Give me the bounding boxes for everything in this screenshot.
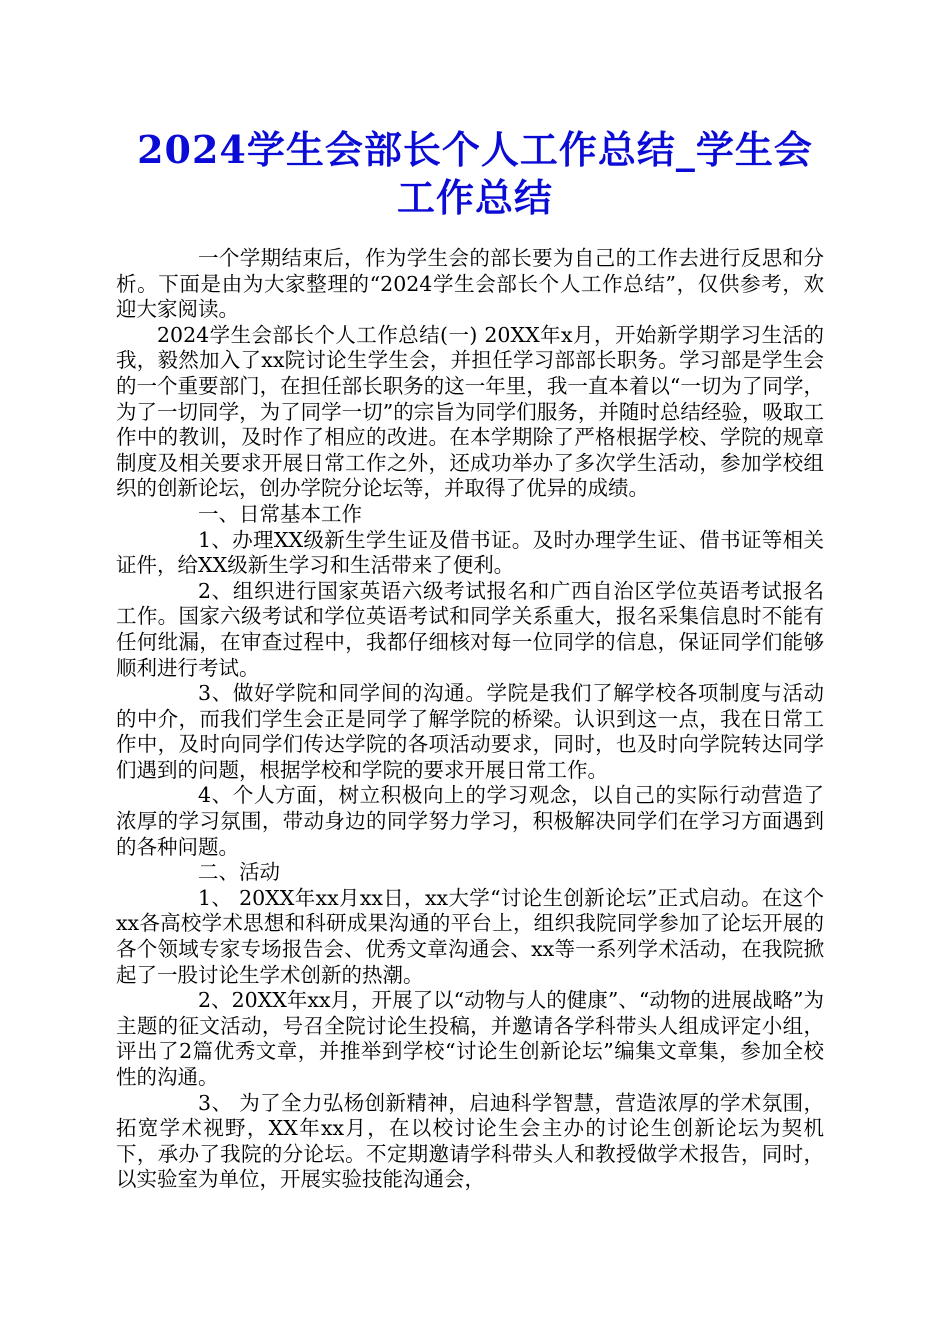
body-paragraph: 2、20XX年xx月，开展了以“动物与人的健康”、“动物的进展战略”为主题的征文活动，号召全院讨论生投稿，并邀请各学科带头人组成评定小组，评出了2篇优秀文章，并推举到学校“讨论生创新论坛”编集文章集，参加全校性的沟通。	[116, 988, 824, 1089]
section-heading: 二、活动	[198, 860, 280, 885]
body-paragraph: 2024学生会部长个人工作总结(一) 20XX年x月，开始新学期学习生活的我，毅然加入了xx院讨论生学生会，并担任学习部部长职务。学习部是学生会的一个重要部门，在担任部长职务的这一年里，我一直本着以“一切为了同学，为了一切同学，为了同学一切”的宗旨为同学们服务，并随时总结经验，吸取工作中的教训，及时作了相应的改进。在本学期除了严格根据学校、学院的规章制度及相关要求开展日常工作之外，还成功举办了多次学生活动，参加学校组织的创新论坛，创办学院分论坛等，并取得了优异的成绩。	[116, 322, 824, 501]
body-paragraph: 1、办理XX级新生学生证及借书证。及时办理学生证、借书证等相关证件，给XX级新生学习和生活带来了便利。	[116, 527, 824, 578]
section-heading: 一、日常基本工作	[198, 501, 362, 526]
intro-paragraph: 一个学期结束后，作为学生会的部长要为自己的工作去进行反思和分析。下面是由为大家整理的“2024学生会部长个人工作总结”，仅供参考，欢迎大家阅读。	[116, 246, 824, 322]
body-paragraph: 2、组织进行国家英语六级考试报名和广西自治区学位英语考试报名工作。国家六级考试和学位英语考试和同学关系重大，报名采集信息时不能有任何纰漏，在审查过程中，我都仔细核对每一位同学的信息，保证同学们能够顺利进行考试。	[116, 578, 824, 680]
document-title: 2024学生会部长个人工作总结_学生会工作总结	[137, 127, 813, 220]
body-paragraph: 1、 20XX年xx月xx日，xx大学“讨论生创新论坛”正式启动。在这个xx各高校学术思想和科研成果沟通的平台上，组织我院同学参加了论坛开展的各个领域专家专场报告会、优秀文章沟通会、xx等一系列学术活动，在我院掀起了一股讨论生学术创新的热潮。	[116, 885, 824, 987]
body-paragraph: 3、做好学院和同学间的沟通。学院是我们了解学校各项制度与活动的中介，而我们学生会正是同学了解学院的桥梁。认识到这一点，我在日常工作中，及时向同学们传达学院的各项活动要求，同时，也及时向学院转达同学们遇到的问题，根据学校和学院的要求开展日常工作。	[116, 681, 824, 782]
body-paragraph: 3、 为了全力弘杨创新精神，启迪科学智慧，营造浓厚的学术氛围，拓宽学术视野，XX年xx月，在以校讨论生会主办的讨论生创新论坛为契机下，承办了我院的分论坛。不定期邀请学科带头人和教授做学术报告，同时，以实验室为单位，开展实验技能沟通会，	[116, 1090, 824, 1192]
body-paragraph: 4、个人方面，树立积极向上的学习观念，以自己的实际行动营造了浓厚的学习氛围，带动身边的同学努力学习，积极解决同学们在学习方面遇到的各种问题。	[116, 783, 824, 859]
document-body	[116, 246, 824, 1193]
